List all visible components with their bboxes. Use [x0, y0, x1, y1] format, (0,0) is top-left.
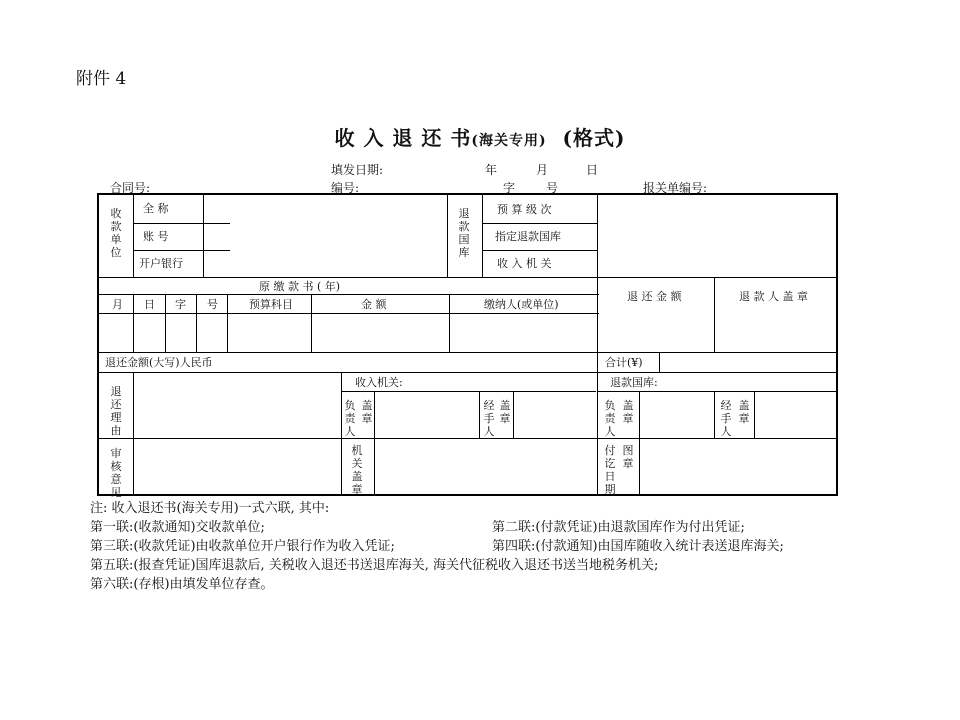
collecting-office-label: 收 入 机 关 [497, 257, 552, 270]
col-amount: 金 额 [361, 298, 387, 311]
col-budget-subject: 预算科目 [249, 298, 293, 311]
refund-form-table [97, 193, 838, 499]
fill-date-label: 填发日期: [331, 163, 384, 177]
treasury-head-label: 负责人 [604, 399, 616, 438]
title-format: (格式) [562, 126, 626, 150]
refund-reason-label: 退还理由 [110, 385, 122, 437]
notes-right-column [492, 518, 784, 556]
title-sub: (海关专用) [471, 133, 547, 149]
payment-seal-label: 图章 [622, 444, 634, 470]
office-head-seal-label: 盖章 [361, 399, 373, 425]
refund-treasury-label: 退款国库 [458, 207, 470, 259]
payee-account-label: 账 号 [143, 230, 169, 243]
year-label: 年 [485, 163, 498, 177]
col-month: 月 [112, 298, 123, 311]
office-handler-seal-label: 盖章 [499, 399, 511, 425]
page-title [0, 122, 960, 151]
serial-no-label: 编号: [331, 181, 360, 195]
col-day: 日 [144, 298, 155, 311]
office-seal-label: 机关盖章 [351, 444, 363, 496]
month-label: 月 [536, 163, 549, 177]
original-payment-title: 原 缴 款 书 ( 年) [259, 280, 341, 293]
declaration-no-label: 报关单编号: [643, 181, 708, 195]
payment-date-label: 付讫日期 [604, 444, 616, 496]
zi-label: 字 [503, 181, 516, 195]
contract-no-label: 合同号: [110, 181, 151, 195]
notes-copy-6: 第六联:(存根)由填发单位存查。 [90, 577, 274, 592]
hao-label: 号 [546, 181, 559, 195]
col-payer: 缴纳人(或单位) [484, 298, 559, 311]
total-label: 合计(¥) [605, 356, 643, 369]
office-handler-label: 经手人 [483, 399, 495, 438]
day-label: 日 [586, 163, 599, 177]
review-opinion-label: 审核意见 [110, 447, 122, 499]
notes-copy-2: 第二联:(付款凭证)由退款国库作为付出凭证; [492, 520, 745, 535]
office-head-label: 负责人 [344, 399, 356, 438]
notes-intro: 注: 收入退还书(海关专用)一式六联, 其中: [90, 501, 330, 516]
col-zi: 字 [175, 298, 186, 311]
col-hao: 号 [207, 298, 218, 311]
title-main: 收 入 退 还 书 [334, 126, 472, 150]
amount-in-words-label: 退还金额(大写)人民币 [105, 356, 213, 369]
notes-copy-1: 第一联:(收款通知)交收款单位; [90, 520, 265, 535]
refundee-seal-header: 退 款 人 盖 章 [739, 290, 808, 303]
notes-copy-3: 第三联:(收款凭证)由收款单位开户银行作为收入凭证; [90, 539, 395, 554]
payee-full-name-label: 全 称 [143, 202, 169, 215]
budget-level-label: 预 算 级 次 [497, 203, 552, 216]
treasury-handler-seal-label: 盖章 [738, 399, 750, 425]
attachment-label: 附件 4 [76, 69, 127, 89]
notes-copy-4: 第四联:(付款通知)由国库随收入统计表送退库海关; [492, 539, 784, 554]
payee-bank-label: 开户银行 [139, 257, 183, 270]
treasury-handler-label: 经手人 [720, 399, 732, 438]
refund-treasury-sign-label: 退款国库: [610, 376, 658, 389]
notes-copy-5: 第五联:(报查凭证)国库退款后, 关税收入退还书送退库海关, 海关代征税收入退还书送当地税务机关; [90, 558, 659, 573]
collecting-office-sign-label: 收入机关: [355, 376, 403, 389]
designated-treasury-label: 指定退款国库 [495, 230, 561, 243]
payee-label: 收款单位 [110, 207, 122, 259]
treasury-head-seal-label: 盖章 [622, 399, 634, 425]
refund-amount-header: 退 还 金 额 [627, 290, 682, 303]
